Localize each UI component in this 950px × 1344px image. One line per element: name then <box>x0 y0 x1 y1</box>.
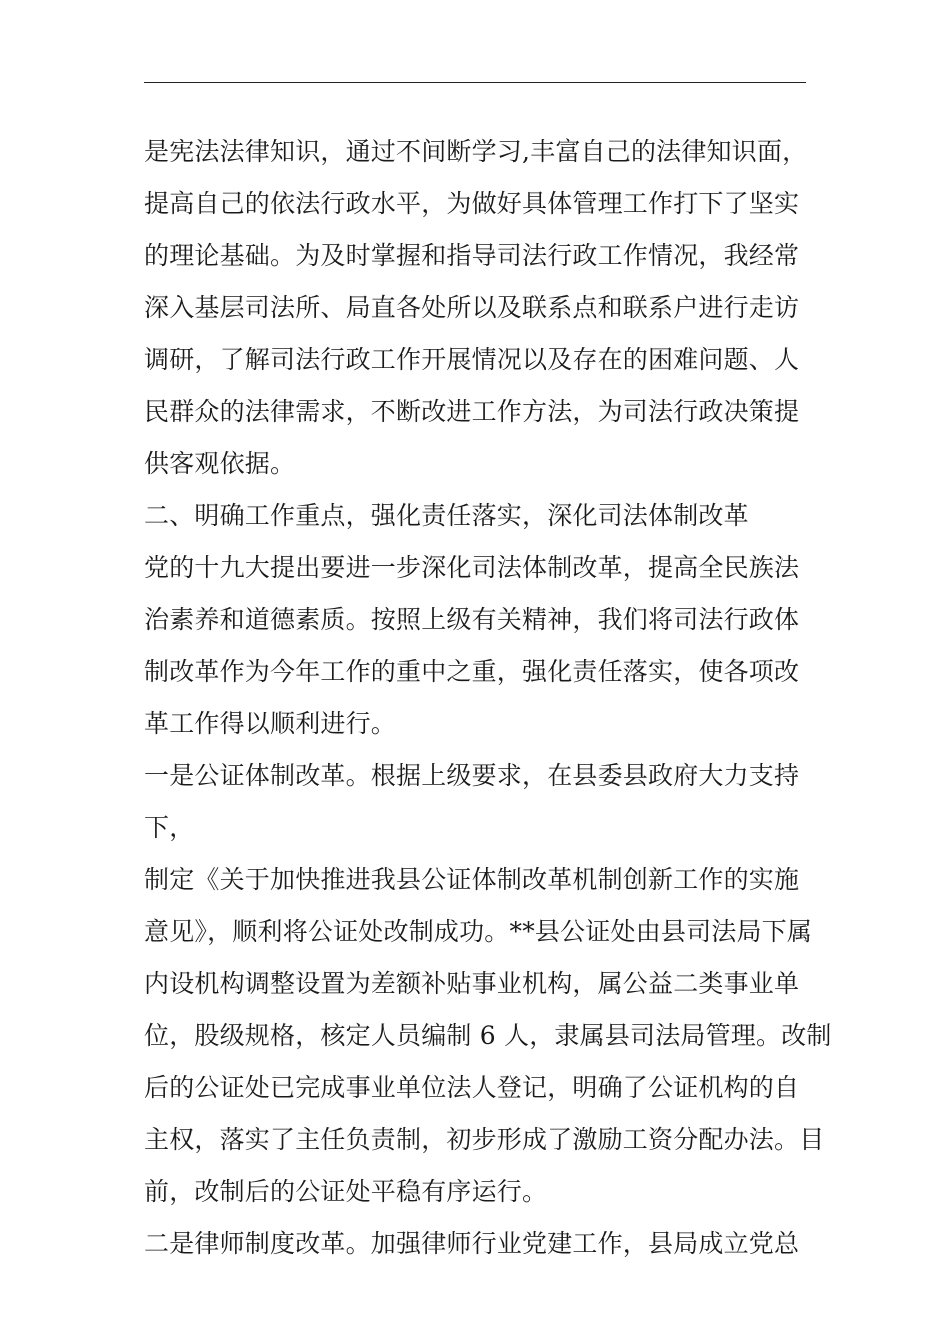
text-line: 制定《关于加快推进我县公证体制改革机制创新工作的实施 <box>144 865 800 894</box>
section-heading: 二、明确工作重点，强化责任落实，深化司法体制改革 <box>144 501 749 530</box>
text-line: 供客观依据。 <box>144 449 296 478</box>
text-line: 提高自己的依法行政水平，为做好具体管理工作打下了坚实 <box>144 189 800 218</box>
text-line: 下， <box>144 813 195 842</box>
text-line: 是宪法法律知识，通过不间断学习,丰富自己的法律知识面， <box>144 137 808 166</box>
text-line: 位，股级规格，核定人员编制 6 人，隶属县司法局管理。改制 <box>144 1021 832 1050</box>
text-line: 主权，落实了主任负责制，初步形成了激励工资分配办法。目 <box>144 1125 825 1154</box>
text-line: 的理论基础。为及时掌握和指导司法行政工作情况，我经常 <box>144 241 800 270</box>
text-line: 民群众的法律需求，不断改进工作方法，为司法行政决策提 <box>144 397 800 426</box>
text-line: 制改革作为今年工作的重中之重，强化责任落实，使各项改 <box>144 657 800 686</box>
text-line: 一是公证体制改革。根据上级要求，在县委县政府大力支持 <box>144 761 800 790</box>
text-line: 深入基层司法所、局直各处所以及联系点和联系户进行走访 <box>144 293 800 322</box>
text-line: 党的十九大提出要进一步深化司法体制改革，提高全民族法 <box>144 553 800 582</box>
text-line: 革工作得以顺利进行。 <box>144 709 397 738</box>
text-line: 后的公证处已完成事业单位法人登记，明确了公证机构的自 <box>144 1073 800 1102</box>
text-line: 内设机构调整设置为差额补贴事业机构，属公益二类事业单 <box>144 969 800 998</box>
text-line: 二是律师制度改革。加强律师行业党建工作，县局成立党总 <box>144 1229 800 1258</box>
text-line: 调研，了解司法行政工作开展情况以及存在的困难问题、人 <box>144 345 800 374</box>
body-text <box>144 126 832 1270</box>
header-rule <box>144 82 806 83</box>
text-line: 前，改制后的公证处平稳有序运行。 <box>144 1177 548 1206</box>
text-line: 意见》，顺利将公证处改制成功。**县公证处由县司法局下属 <box>144 917 813 946</box>
text-line: 治素养和道德素质。按照上级有关精神，我们将司法行政体 <box>144 605 800 634</box>
